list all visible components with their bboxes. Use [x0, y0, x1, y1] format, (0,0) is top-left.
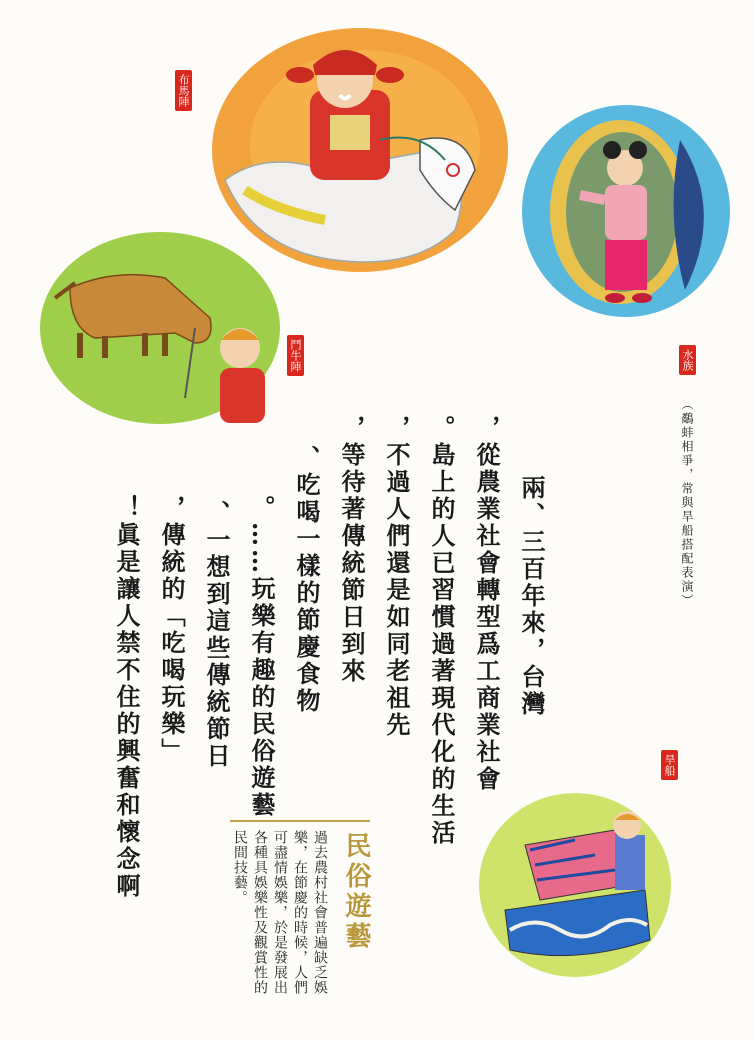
sidebar-body: 過去農村社會普遍缺乏娛樂，在節慶的時候，人們可盡情娛樂，於是發展出各種具娛樂性及觀賞性的民間技藝。: [232, 830, 328, 995]
poem-line-7: 玩樂有趣的民俗遊藝……。: [247, 495, 276, 819]
poem-line-8: 一想到這些傳統節日、: [202, 500, 231, 770]
sidebar-title: 民俗遊藝: [341, 832, 371, 952]
shui-zu-label: 水族: [679, 345, 696, 375]
poem-line-3: 島上的人已習慣過著現代化的生活。: [427, 415, 456, 847]
poem-line-9: 傳統的「吃喝玩樂」，: [157, 495, 186, 753]
sidebar-rule: [230, 820, 370, 822]
poem-line-6: 吃喝一樣的節慶食物、: [292, 445, 321, 715]
dou-niu-zhen-illustration: [35, 228, 285, 428]
poem-line-10: 眞是讓人禁不住的興奮和懷念啊！: [112, 495, 141, 900]
poem-line-1: 兩、三百年來，台灣: [517, 475, 546, 718]
shui-zu-caption: （鷸蚌相爭，常與旱船搭配表演）: [680, 398, 694, 608]
poem-line-2: 從農業社會轉型爲工商業社會，: [472, 415, 501, 793]
sidebar-folk-arts: [230, 820, 370, 1000]
shui-zu-illustration: [520, 100, 732, 322]
poem-line-4: 不過人們還是如同老祖先，: [382, 415, 411, 739]
dou-niu-zhen-label: 鬥牛陣: [287, 335, 304, 376]
bu-ma-zhen-label: 布馬陣: [175, 70, 192, 111]
poem-line-5: 等待著傳統節日到來，: [337, 415, 366, 685]
han-chuan-label: 旱船: [661, 750, 678, 780]
